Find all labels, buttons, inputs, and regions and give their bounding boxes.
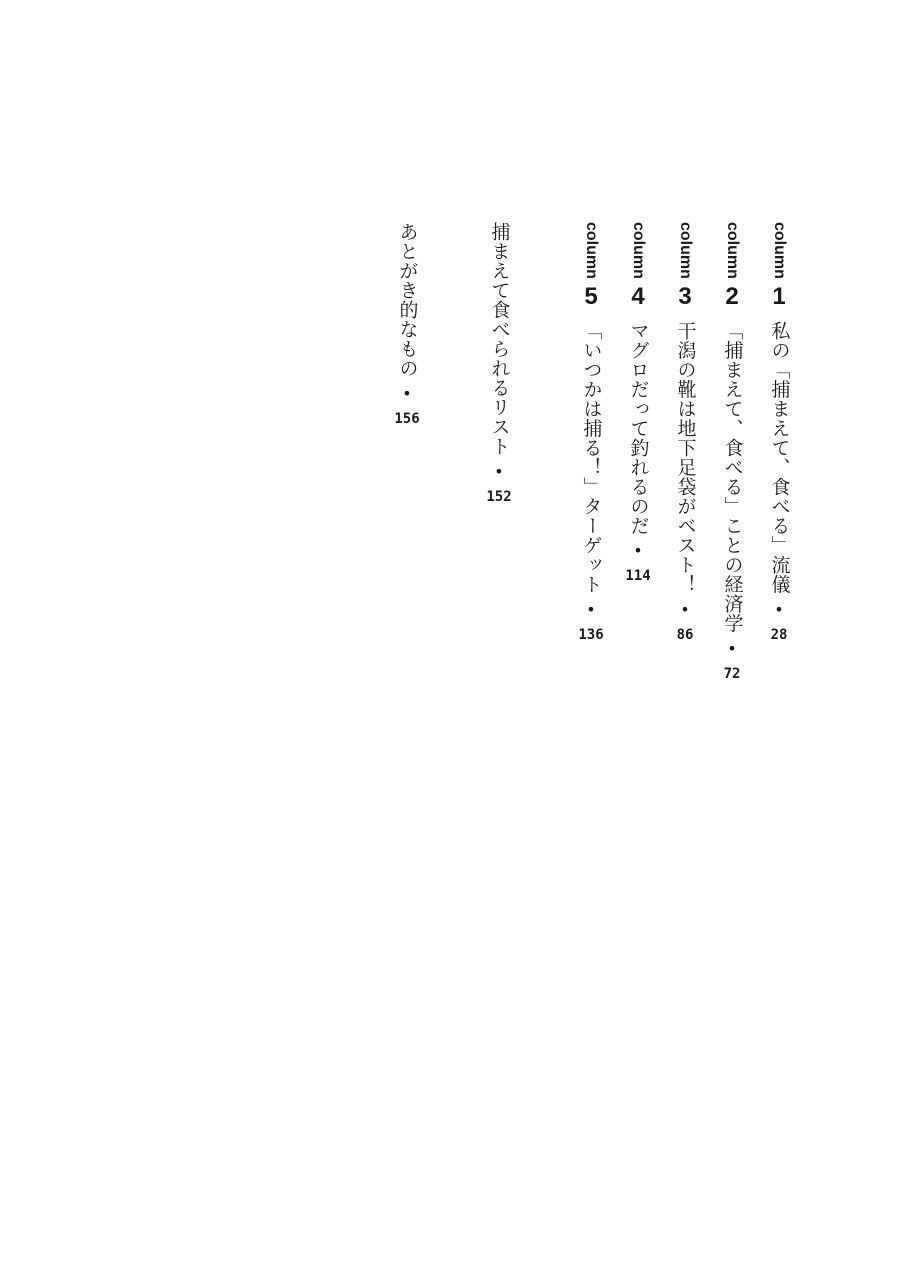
page-number: 86 xyxy=(676,626,694,643)
column-label: column xyxy=(630,222,647,279)
toc-entry-column-5 xyxy=(577,222,605,642)
column-number: 3 xyxy=(678,282,692,310)
page-number: 156 xyxy=(394,411,420,427)
bullet-separator: • xyxy=(494,462,504,481)
column-number: 4 xyxy=(631,282,645,310)
bullet-separator: • xyxy=(727,638,737,658)
bullet-separator: • xyxy=(774,599,784,619)
entry-title: 捕まえて食べられるリスト xyxy=(488,222,511,456)
toc-entry-column-1 xyxy=(765,222,793,642)
column-number: 2 xyxy=(725,282,739,310)
bullet-separator: • xyxy=(680,599,690,619)
bullet-separator: • xyxy=(633,541,643,561)
column-number: 1 xyxy=(772,282,786,310)
column-label: column xyxy=(724,222,741,279)
page-number: 72 xyxy=(723,665,741,682)
toc-entry-list xyxy=(485,222,513,504)
entry-title: マグロだって釣れるのだ xyxy=(627,320,650,536)
column-label: column xyxy=(771,222,788,279)
page-number: 28 xyxy=(770,626,788,643)
column-number: 5 xyxy=(584,282,598,310)
column-label: column xyxy=(583,222,600,279)
toc-entry-column-4 xyxy=(624,222,652,583)
entry-title: あとがき的なもの xyxy=(396,222,419,378)
page-number: 152 xyxy=(486,489,512,505)
bullet-separator: • xyxy=(402,384,412,403)
entry-title: 私の「捕まえて、食べる」流儀 xyxy=(768,320,791,594)
toc-entry-column-3 xyxy=(671,222,699,642)
page-number: 114 xyxy=(625,568,651,585)
page-number: 136 xyxy=(578,626,604,643)
bullet-separator: • xyxy=(586,599,596,619)
entry-title: 「いつかは捕る！」ターゲット xyxy=(580,320,603,594)
entry-title: 「捕まえて、食べる」ことの経済学 xyxy=(721,320,744,633)
toc-entry-afterword xyxy=(393,222,421,426)
column-label: column xyxy=(677,222,694,279)
toc-entry-column-2 xyxy=(718,222,746,681)
entry-title: 干潟の靴は地下足袋がベスト！ xyxy=(674,320,697,594)
